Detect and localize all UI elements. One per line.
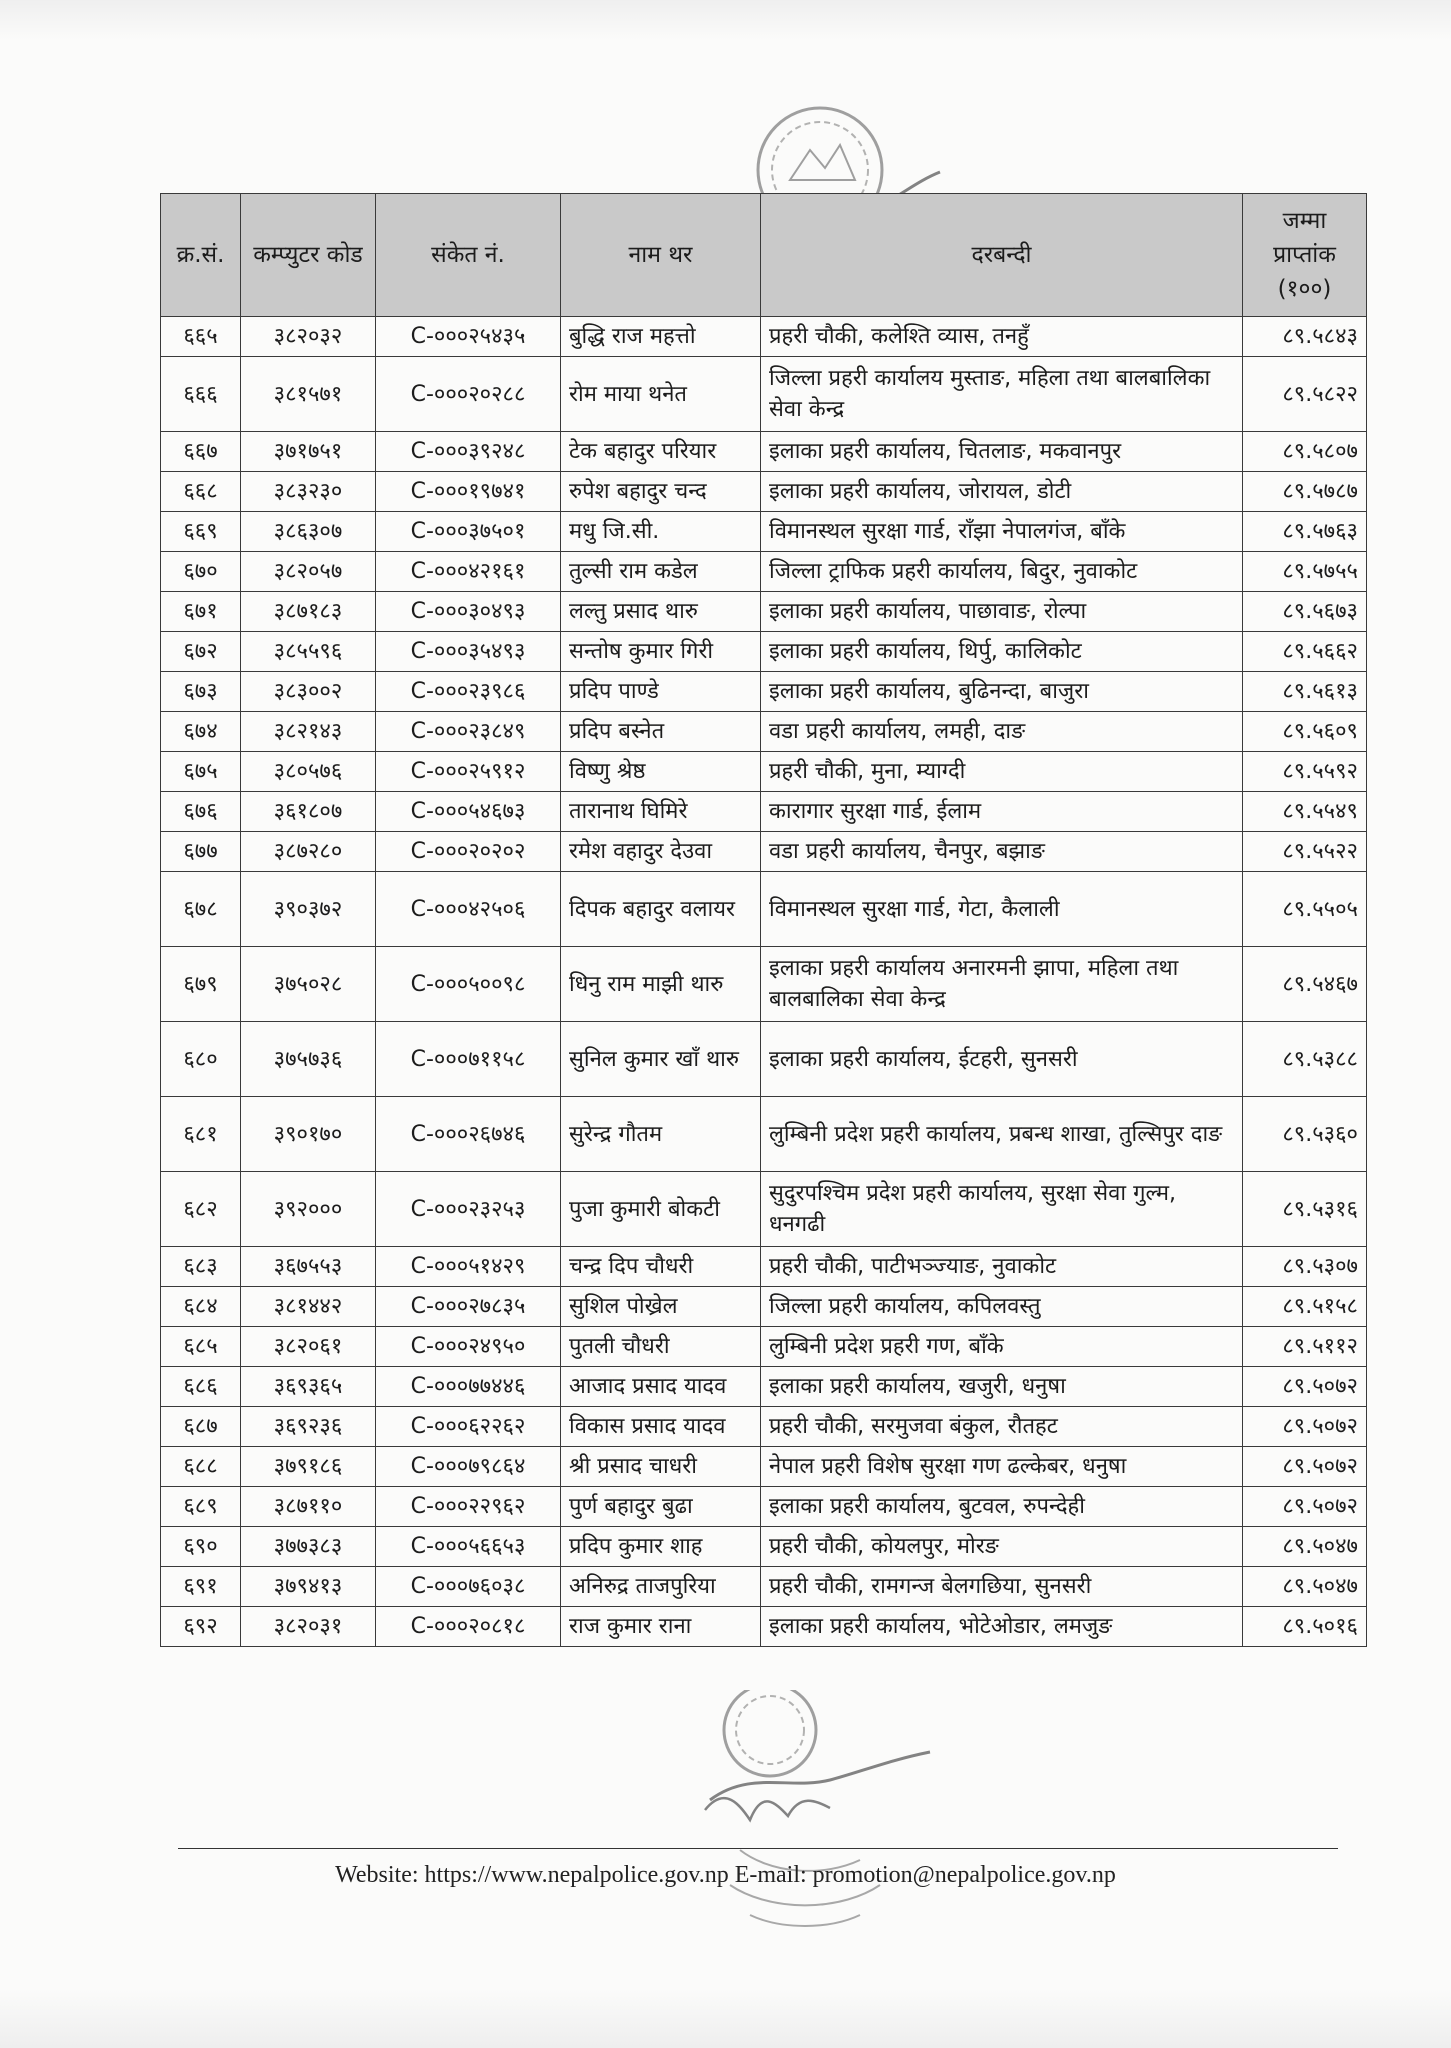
cell-serial-number: ६९१	[161, 1567, 241, 1607]
cell-computer-code: ३९०३७२	[241, 872, 376, 947]
cell-symbol-number: C-०००३७५०१	[376, 512, 561, 552]
footer-contact: Website: https://www.nepalpolice.gov.np E-mail: promotion@nepalpolice.gov.np	[335, 1862, 1116, 1888]
cell-symbol-number: C-०००५६६५३	[376, 1527, 561, 1567]
cell-full-name: टेक बहादुर परियार	[561, 432, 761, 472]
cell-full-name: रमेश वहादुर देउवा	[561, 832, 761, 872]
table-row	[161, 512, 1367, 552]
cell-total-score: ८९.५३८८	[1243, 1022, 1367, 1097]
cell-computer-code: ३८२०६१	[241, 1327, 376, 1367]
table-row	[161, 1367, 1367, 1407]
cell-total-score: ८९.५३६०	[1243, 1097, 1367, 1172]
cell-posting: इलाका प्रहरी कार्यालय, चितलाङ, मकवानपुर	[761, 432, 1243, 472]
cell-total-score: ८९.५६०९	[1243, 712, 1367, 752]
table-row	[161, 1327, 1367, 1367]
cell-full-name: आजाद प्रसाद यादव	[561, 1367, 761, 1407]
cell-serial-number: ६७९	[161, 947, 241, 1022]
cell-posting: कारागार सुरक्षा गार्ड, ईलाम	[761, 792, 1243, 832]
cell-computer-code: ३७१७५१	[241, 432, 376, 472]
cell-full-name: तुल्सी राम कडेल	[561, 552, 761, 592]
cell-posting: इलाका प्रहरी कार्यालय, पाछावाङ, रोल्पा	[761, 592, 1243, 632]
cell-full-name: श्री प्रसाद चाधरी	[561, 1447, 761, 1487]
cell-serial-number: ६८९	[161, 1487, 241, 1527]
table-row	[161, 1407, 1367, 1447]
cell-posting: इलाका प्रहरी कार्यालय, बुढिनन्दा, बाजुरा	[761, 672, 1243, 712]
cell-serial-number: ६८३	[161, 1247, 241, 1287]
cell-serial-number: ६७३	[161, 672, 241, 712]
cell-computer-code: ३७९१८६	[241, 1447, 376, 1487]
cell-posting: इलाका प्रहरी कार्यालय, थिर्पु, कालिकोट	[761, 632, 1243, 672]
cell-posting: सुदुरपश्चिम प्रदेश प्रहरी कार्यालय, सुरक्षा सेवा गुल्म, धनगढी	[761, 1172, 1243, 1247]
cell-computer-code: ३८७११०	[241, 1487, 376, 1527]
cell-posting: लुम्बिनी प्रदेश प्रहरी गण, बाँके	[761, 1327, 1243, 1367]
cell-serial-number: ६७७	[161, 832, 241, 872]
table-row	[161, 592, 1367, 632]
cell-total-score: ८९.५३१६	[1243, 1172, 1367, 1247]
cell-symbol-number: C-०००२३८४९	[376, 712, 561, 752]
header-full-name: नाम थर	[561, 194, 761, 317]
cell-posting: जिल्ला प्रहरी कार्यालय मुस्ताङ, महिला तथा बालबालिका सेवा केन्द्र	[761, 357, 1243, 432]
table-row	[161, 1527, 1367, 1567]
cell-computer-code: ३८७२८०	[241, 832, 376, 872]
cell-full-name: अनिरुद्र ताजपुरिया	[561, 1567, 761, 1607]
cell-serial-number: ६८१	[161, 1097, 241, 1172]
cell-symbol-number: C-०००२७८३५	[376, 1287, 561, 1327]
cell-serial-number: ६८७	[161, 1407, 241, 1447]
cell-full-name: राज कुमार राना	[561, 1607, 761, 1647]
cell-symbol-number: C-०००३९२४८	[376, 432, 561, 472]
cell-posting: विमानस्थल सुरक्षा गार्ड, गेटा, कैलाली	[761, 872, 1243, 947]
cell-symbol-number: C-०००७११५८	[376, 1022, 561, 1097]
cell-computer-code: ३९२०००	[241, 1172, 376, 1247]
cell-posting: जिल्ला ट्राफिक प्रहरी कार्यालय, बिदुर, नुवाकोट	[761, 552, 1243, 592]
cell-posting: इलाका प्रहरी कार्यालय, जोरायल, डोटी	[761, 472, 1243, 512]
table-row	[161, 792, 1367, 832]
cell-posting: इलाका प्रहरी कार्यालय, भोटेओडार, लमजुङ	[761, 1607, 1243, 1647]
cell-symbol-number: C-०००७९८६४	[376, 1447, 561, 1487]
header-total-score: जम्मा प्राप्तांक (१००)	[1243, 194, 1367, 317]
cell-full-name: सुशिल पोख्रेल	[561, 1287, 761, 1327]
cell-symbol-number: C-०००७६०३८	[376, 1567, 561, 1607]
cell-full-name: प्रदिप कुमार शाह	[561, 1527, 761, 1567]
table-row	[161, 1097, 1367, 1172]
cell-full-name: प्रदिप पाण्डे	[561, 672, 761, 712]
cell-posting: प्रहरी चौकी, सरमुजवा बंकुल, रौतहट	[761, 1407, 1243, 1447]
cell-serial-number: ६८०	[161, 1022, 241, 1097]
cell-full-name: पुतली चौधरी	[561, 1327, 761, 1367]
cell-serial-number: ६८६	[161, 1367, 241, 1407]
cell-posting: इलाका प्रहरी कार्यालय, ईटहरी, सुनसरी	[761, 1022, 1243, 1097]
cell-posting: प्रहरी चौकी, कोयलपुर, मोरङ	[761, 1527, 1243, 1567]
table-row	[161, 1447, 1367, 1487]
cell-symbol-number: C-०००२४९५०	[376, 1327, 561, 1367]
cell-total-score: ८९.५८२२	[1243, 357, 1367, 432]
cell-computer-code: ३८३२३०	[241, 472, 376, 512]
cell-serial-number: ६६८	[161, 472, 241, 512]
cell-full-name: विष्णु श्रेष्ठ	[561, 752, 761, 792]
cell-symbol-number: C-०००५१४२९	[376, 1247, 561, 1287]
cell-symbol-number: C-०००२५९१२	[376, 752, 561, 792]
table-row	[161, 357, 1367, 432]
cell-total-score: ८९.५०७२	[1243, 1447, 1367, 1487]
cell-total-score: ८९.५०७२	[1243, 1367, 1367, 1407]
cell-posting: नेपाल प्रहरी विशेष सुरक्षा गण ढल्केबर, धनुषा	[761, 1447, 1243, 1487]
cell-posting: प्रहरी चौकी, मुना, म्याग्दी	[761, 752, 1243, 792]
cell-posting: जिल्ला प्रहरी कार्यालय, कपिलवस्तु	[761, 1287, 1243, 1327]
cell-computer-code: ३८२०३२	[241, 317, 376, 357]
cell-full-name: मधु जि.सी.	[561, 512, 761, 552]
table-row	[161, 832, 1367, 872]
cell-symbol-number: C-०००२२९६२	[376, 1487, 561, 1527]
cell-total-score: ८९.५०१६	[1243, 1607, 1367, 1647]
cell-serial-number: ६८२	[161, 1172, 241, 1247]
cell-computer-code: ३६७५५३	[241, 1247, 376, 1287]
table-row	[161, 1487, 1367, 1527]
cell-symbol-number: C-०००२०८१८	[376, 1607, 561, 1647]
cell-symbol-number: C-०००६२२६२	[376, 1407, 561, 1447]
cell-computer-code: ३८२०५७	[241, 552, 376, 592]
table-row	[161, 1172, 1367, 1247]
cell-computer-code: ३६१८०७	[241, 792, 376, 832]
table-row	[161, 1567, 1367, 1607]
cell-computer-code: ३७५०२८	[241, 947, 376, 1022]
cell-computer-code: ३८७१८३	[241, 592, 376, 632]
cell-computer-code: ३७९४१३	[241, 1567, 376, 1607]
cell-symbol-number: C-०००२३२५३	[376, 1172, 561, 1247]
cell-serial-number: ६८८	[161, 1447, 241, 1487]
cell-symbol-number: C-०००७७४४६	[376, 1367, 561, 1407]
cell-serial-number: ६९०	[161, 1527, 241, 1567]
table-row	[161, 672, 1367, 712]
cell-full-name: चन्द्र दिप चौधरी	[561, 1247, 761, 1287]
cell-symbol-number: C-०००२६७४६	[376, 1097, 561, 1172]
cell-computer-code: ३७५७३६	[241, 1022, 376, 1097]
table-row	[161, 752, 1367, 792]
cell-posting: लुम्बिनी प्रदेश प्रहरी कार्यालय, प्रबन्ध शाखा, तुल्सिपुर दाङ	[761, 1097, 1243, 1172]
table-row	[161, 317, 1367, 357]
cell-full-name: सुरेन्द्र गौतम	[561, 1097, 761, 1172]
cell-computer-code: ३८१४४२	[241, 1287, 376, 1327]
cell-symbol-number: C-०००२०२८८	[376, 357, 561, 432]
cell-full-name: प्रदिप बस्नेत	[561, 712, 761, 752]
header-posting: दरबन्दी	[761, 194, 1243, 317]
cell-full-name: सुनिल कुमार खाँ थारु	[561, 1022, 761, 1097]
cell-posting: इलाका प्रहरी कार्यालय अनारमनी झापा, महिला तथा बालबालिका सेवा केन्द्र	[761, 947, 1243, 1022]
cell-total-score: ८९.५०४७	[1243, 1527, 1367, 1567]
cell-total-score: ८९.५५४९	[1243, 792, 1367, 832]
table-row	[161, 1247, 1367, 1287]
cell-posting: प्रहरी चौकी, पाटीभञ्ज्याङ, नुवाकोट	[761, 1247, 1243, 1287]
cell-full-name: लल्तु प्रसाद थारु	[561, 592, 761, 632]
cell-total-score: ८९.५५९२	[1243, 752, 1367, 792]
header-serial-number: क्र.सं.	[161, 194, 241, 317]
cell-full-name: बुद्धि राज महत्तो	[561, 317, 761, 357]
cell-full-name: रुपेश बहादुर चन्द	[561, 472, 761, 512]
cell-computer-code: ३८१५७१	[241, 357, 376, 432]
table-row	[161, 632, 1367, 672]
cell-total-score: ८९.५६६२	[1243, 632, 1367, 672]
cell-serial-number: ६६७	[161, 432, 241, 472]
cell-full-name: तारानाथ घिमिरे	[561, 792, 761, 832]
cell-symbol-number: C-०००५४६७३	[376, 792, 561, 832]
cell-computer-code: ३८५५९६	[241, 632, 376, 672]
cell-full-name: दिपक बहादुर वलायर	[561, 872, 761, 947]
cell-symbol-number: C-०००४२१६१	[376, 552, 561, 592]
cell-computer-code: ३६९३६५	[241, 1367, 376, 1407]
table-row	[161, 872, 1367, 947]
cell-posting: इलाका प्रहरी कार्यालय, बुटवल, रुपन्देही	[761, 1487, 1243, 1527]
cell-total-score: ८९.५३०७	[1243, 1247, 1367, 1287]
cell-total-score: ८९.५६७३	[1243, 592, 1367, 632]
table-row	[161, 947, 1367, 1022]
cell-total-score: ८९.५४६७	[1243, 947, 1367, 1022]
cell-serial-number: ६७२	[161, 632, 241, 672]
cell-total-score: ८९.५१५८	[1243, 1287, 1367, 1327]
cell-total-score: ८९.५८०७	[1243, 432, 1367, 472]
table-row	[161, 1287, 1367, 1327]
cell-full-name: पुजा कुमारी बोकटी	[561, 1172, 761, 1247]
cell-serial-number: ६६६	[161, 357, 241, 432]
cell-posting: विमानस्थल सुरक्षा गार्ड, राँझा नेपालगंज, बाँके	[761, 512, 1243, 552]
cell-total-score: ८९.५०७२	[1243, 1487, 1367, 1527]
table-row	[161, 1022, 1367, 1097]
header-symbol-number: संकेत नं.	[376, 194, 561, 317]
cell-computer-code: ३७७३८३	[241, 1527, 376, 1567]
cell-total-score: ८९.५५०५	[1243, 872, 1367, 947]
cell-total-score: ८९.५६१३	[1243, 672, 1367, 712]
cell-symbol-number: C-०००२०२०२	[376, 832, 561, 872]
cell-serial-number: ६६९	[161, 512, 241, 552]
table-row	[161, 1607, 1367, 1647]
cell-serial-number: ६७१	[161, 592, 241, 632]
cell-serial-number: ६९२	[161, 1607, 241, 1647]
cell-serial-number: ६६५	[161, 317, 241, 357]
cell-serial-number: ६७४	[161, 712, 241, 752]
cell-total-score: ८९.५७६३	[1243, 512, 1367, 552]
cell-symbol-number: C-०००१९७४१	[376, 472, 561, 512]
cell-serial-number: ६७५	[161, 752, 241, 792]
cell-total-score: ८९.५७८७	[1243, 472, 1367, 512]
cell-symbol-number: C-०००३०४९३	[376, 592, 561, 632]
table-row	[161, 712, 1367, 752]
cell-serial-number: ६८५	[161, 1327, 241, 1367]
cell-symbol-number: C-०००२५४३५	[376, 317, 561, 357]
cell-total-score: ८९.५८४३	[1243, 317, 1367, 357]
cell-computer-code: ३६९२३६	[241, 1407, 376, 1447]
cell-computer-code: ३८०५७६	[241, 752, 376, 792]
cell-computer-code: ३८६३०७	[241, 512, 376, 552]
cell-serial-number: ६८४	[161, 1287, 241, 1327]
cell-total-score: ८९.५७५५	[1243, 552, 1367, 592]
cell-posting: वडा प्रहरी कार्यालय, चैनपुर, बझाङ	[761, 832, 1243, 872]
official-seal-bottom-icon	[690, 1690, 950, 1950]
cell-total-score: ८९.५११२	[1243, 1327, 1367, 1367]
table-row	[161, 472, 1367, 512]
cell-total-score: ८९.५०४७	[1243, 1567, 1367, 1607]
cell-posting: प्रहरी चौकी, कलेश्ति व्यास, तनहुँ	[761, 317, 1243, 357]
cell-full-name: पुर्ण बहादुर बुढा	[561, 1487, 761, 1527]
cell-computer-code: ३९०१७०	[241, 1097, 376, 1172]
cell-computer-code: ३८३००२	[241, 672, 376, 712]
cell-symbol-number: C-०००२३९८६	[376, 672, 561, 712]
cell-serial-number: ६७६	[161, 792, 241, 832]
results-table-body	[161, 317, 1367, 1647]
cell-symbol-number: C-०००३५४९३	[376, 632, 561, 672]
table-row	[161, 432, 1367, 472]
cell-full-name: विकास प्रसाद यादव	[561, 1407, 761, 1447]
table-header-row	[161, 194, 1367, 317]
footer-divider	[178, 1848, 1338, 1849]
cell-serial-number: ६७०	[161, 552, 241, 592]
cell-posting: इलाका प्रहरी कार्यालय, खजुरी, धनुषा	[761, 1367, 1243, 1407]
cell-full-name: धिनु राम माझी थारु	[561, 947, 761, 1022]
cell-full-name: सन्तोष कुमार गिरी	[561, 632, 761, 672]
cell-posting: वडा प्रहरी कार्यालय, लमही, दाङ	[761, 712, 1243, 752]
cell-total-score: ८९.५०७२	[1243, 1407, 1367, 1447]
cell-computer-code: ३८२१४३	[241, 712, 376, 752]
table-row	[161, 552, 1367, 592]
results-table	[160, 193, 1367, 1647]
cell-serial-number: ६७८	[161, 872, 241, 947]
cell-symbol-number: C-०००५००९८	[376, 947, 561, 1022]
cell-total-score: ८९.५५२२	[1243, 832, 1367, 872]
header-computer-code: कम्प्युटर कोड	[241, 194, 376, 317]
cell-computer-code: ३८२०३१	[241, 1607, 376, 1647]
cell-posting: प्रहरी चौकी, रामगन्ज बेलगछिया, सुनसरी	[761, 1567, 1243, 1607]
cell-symbol-number: C-०००४२५०६	[376, 872, 561, 947]
cell-full-name: रोम माया थनेत	[561, 357, 761, 432]
